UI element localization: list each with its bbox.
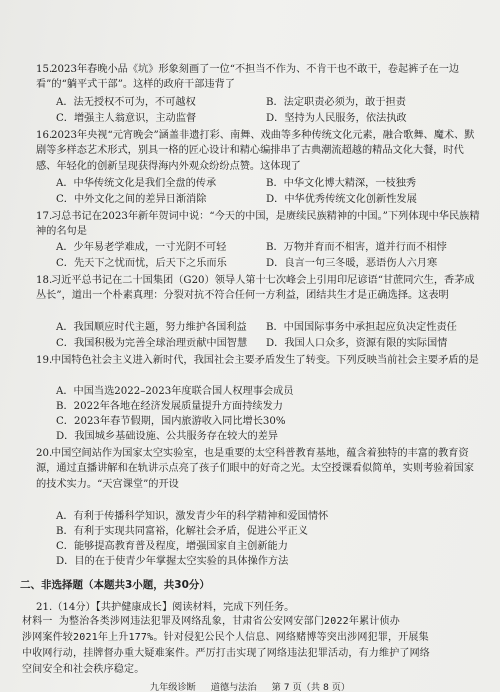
question-18 xyxy=(36,273,484,304)
option-d: D．坚持为人民服务，依法执政 xyxy=(266,113,407,124)
question-stem: 2023年春晚小品《坑》形象刻画了一位“不担当不作为、不肯干也不敢干，卷起裤子在一边看”的“躺平式干部”。这样的政府干部违背了 xyxy=(36,64,460,91)
material-line: 中收网行动，挂牌督办重大疑难案件。严厉打击实现了网络违法犯罪活动，有力维护了网络 xyxy=(22,648,430,659)
footer-subject: 道德与法治 xyxy=(210,682,257,692)
option-d: D．中华优秀传统文化创新性发展 xyxy=(266,194,417,205)
option-a: A．我国顺应时代主题，努力维护各国利益 xyxy=(56,322,247,333)
option-c: C．能够提高教育普及程度，增强国家自主创新能力 xyxy=(56,541,288,552)
question-number: 15. xyxy=(36,64,53,75)
question-number: 19. xyxy=(36,355,53,366)
question-stem: 习近平总书记在二十国集团（G20）领导人第十七次峰会上引用印尼谚语“甘蔗同穴生，香茅成丛长”，道出一个朴素真理：分裂对抗不符合任何一方利益，团结共生才是正确选择。这表明 xyxy=(36,275,475,302)
question-20 xyxy=(36,446,484,492)
material-line: 空间安全和社会秩序稳定。 xyxy=(22,664,145,675)
option-c: C．我国积极为完善全球治理贡献中国智慧 xyxy=(56,338,248,349)
question-21-header: 21.（14分）【共护健康成长】阅读材料，完成下列任务。 xyxy=(36,602,295,613)
section-title: 二、非选择题（本题共3小题，共30分） xyxy=(20,579,210,591)
footer-page: 第 7 页（共 8 页） xyxy=(271,682,351,692)
option-a: A．中华传统文化是我们全盘的传承 xyxy=(56,178,217,189)
option-d: D．良言一句三冬暖，恶语伤人六月寒 xyxy=(266,258,438,269)
option-a: A．中国当选2022–2023年度联合国人权理事会成员 xyxy=(56,386,294,397)
question-16 xyxy=(36,128,484,174)
option-a: A．法无授权不可为，不可越权 xyxy=(56,97,196,108)
question-stem: 中国空间站作为国家太空实验室，也是重要的太空科普教育基地，蕴含着独特的丰富的教育资源，通过直播讲解和在轨讲示点亮了孩子们眼中的好奇之光。太空授课看似简单，实则考验着国家的技术实力。“天宫课堂”的开设 xyxy=(36,448,475,490)
question-15 xyxy=(36,62,484,93)
option-b: B．万物并育而不相害，道并行而不相悖 xyxy=(266,242,447,253)
question-number: 20. xyxy=(36,448,53,459)
question-number: 16. xyxy=(36,130,53,141)
question-number: 17. xyxy=(36,211,53,222)
option-b: B．中华文化博大精深，一枝独秀 xyxy=(266,178,417,189)
option-b: B．中国国际事务中承担起应负决定性责任 xyxy=(266,322,457,333)
material-line: 材料一 为整治各类涉网违法犯罪及网络乱象，甘肃省公安网安部门2022年累计侦办 xyxy=(22,616,400,627)
question-stem: 2023年央视“元宵晚会”涵盖非遗打彩、南舞、戏曲等多种传统文化元素，融合歌舞、魔术、默剧等多样态艺术形式，别具一格的匠心设计和精心编排串了古典潮流超越的精品文化大餐，时代感、年轻化的创新呈现获得海内外观众纷纷点赞。这体现了 xyxy=(36,130,475,172)
footer-grade: 九年级诊断 xyxy=(149,682,196,692)
question-17 xyxy=(36,209,484,240)
question-stem: 中国特色社会主义进入新时代，我国社会主要矛盾发生了转变。下列反映当前社会主要矛盾的是 xyxy=(51,355,479,366)
material-line: 涉网案件较2021年上升177%。针对侵犯公民个人信息、网络赌博等突出涉网犯罪，开展集 xyxy=(22,632,429,643)
option-d: D．目的在于使青少年掌握太空实验的具体操作方法 xyxy=(56,556,289,567)
option-c: C．增强主人翁意识，主动监督 xyxy=(56,113,197,124)
option-b: B．有利于实现共同富裕，化解社会矛盾，促进公平正义 xyxy=(56,526,308,537)
option-a: A．少年易老学难成，一寸光阴不可轻 xyxy=(56,242,227,253)
question-number: 18. xyxy=(36,275,53,286)
question-stem: 习总书记在2023年新年贺词中说：“今天的中国，是赓续民族精神的中国。”下列体现中华民族精神的名句是 xyxy=(36,211,480,238)
option-c: C．先天下之忧而忧，后天下之乐而乐 xyxy=(56,258,227,269)
option-c: C．中外文化之间的差异日渐消除 xyxy=(56,194,207,205)
page-footer xyxy=(0,679,500,692)
option-d: D．我国人口众多，资源有限的实际国情 xyxy=(266,338,448,349)
option-c: C．2023年春节假期，国内旅游收入同比增长30% xyxy=(56,416,286,427)
question-19 xyxy=(36,353,484,368)
option-a: A．有利于传播科学知识，激发青少年的科学精神和爱国情怀 xyxy=(56,511,329,522)
option-b: B．法定职责必须为，敢于担责 xyxy=(266,97,406,108)
option-b: B．2022年各地在经济发展质量提升方面持续发力 xyxy=(56,401,283,412)
option-d: D．我国城乡基础设施、公共服务存在较大的差异 xyxy=(56,431,279,442)
